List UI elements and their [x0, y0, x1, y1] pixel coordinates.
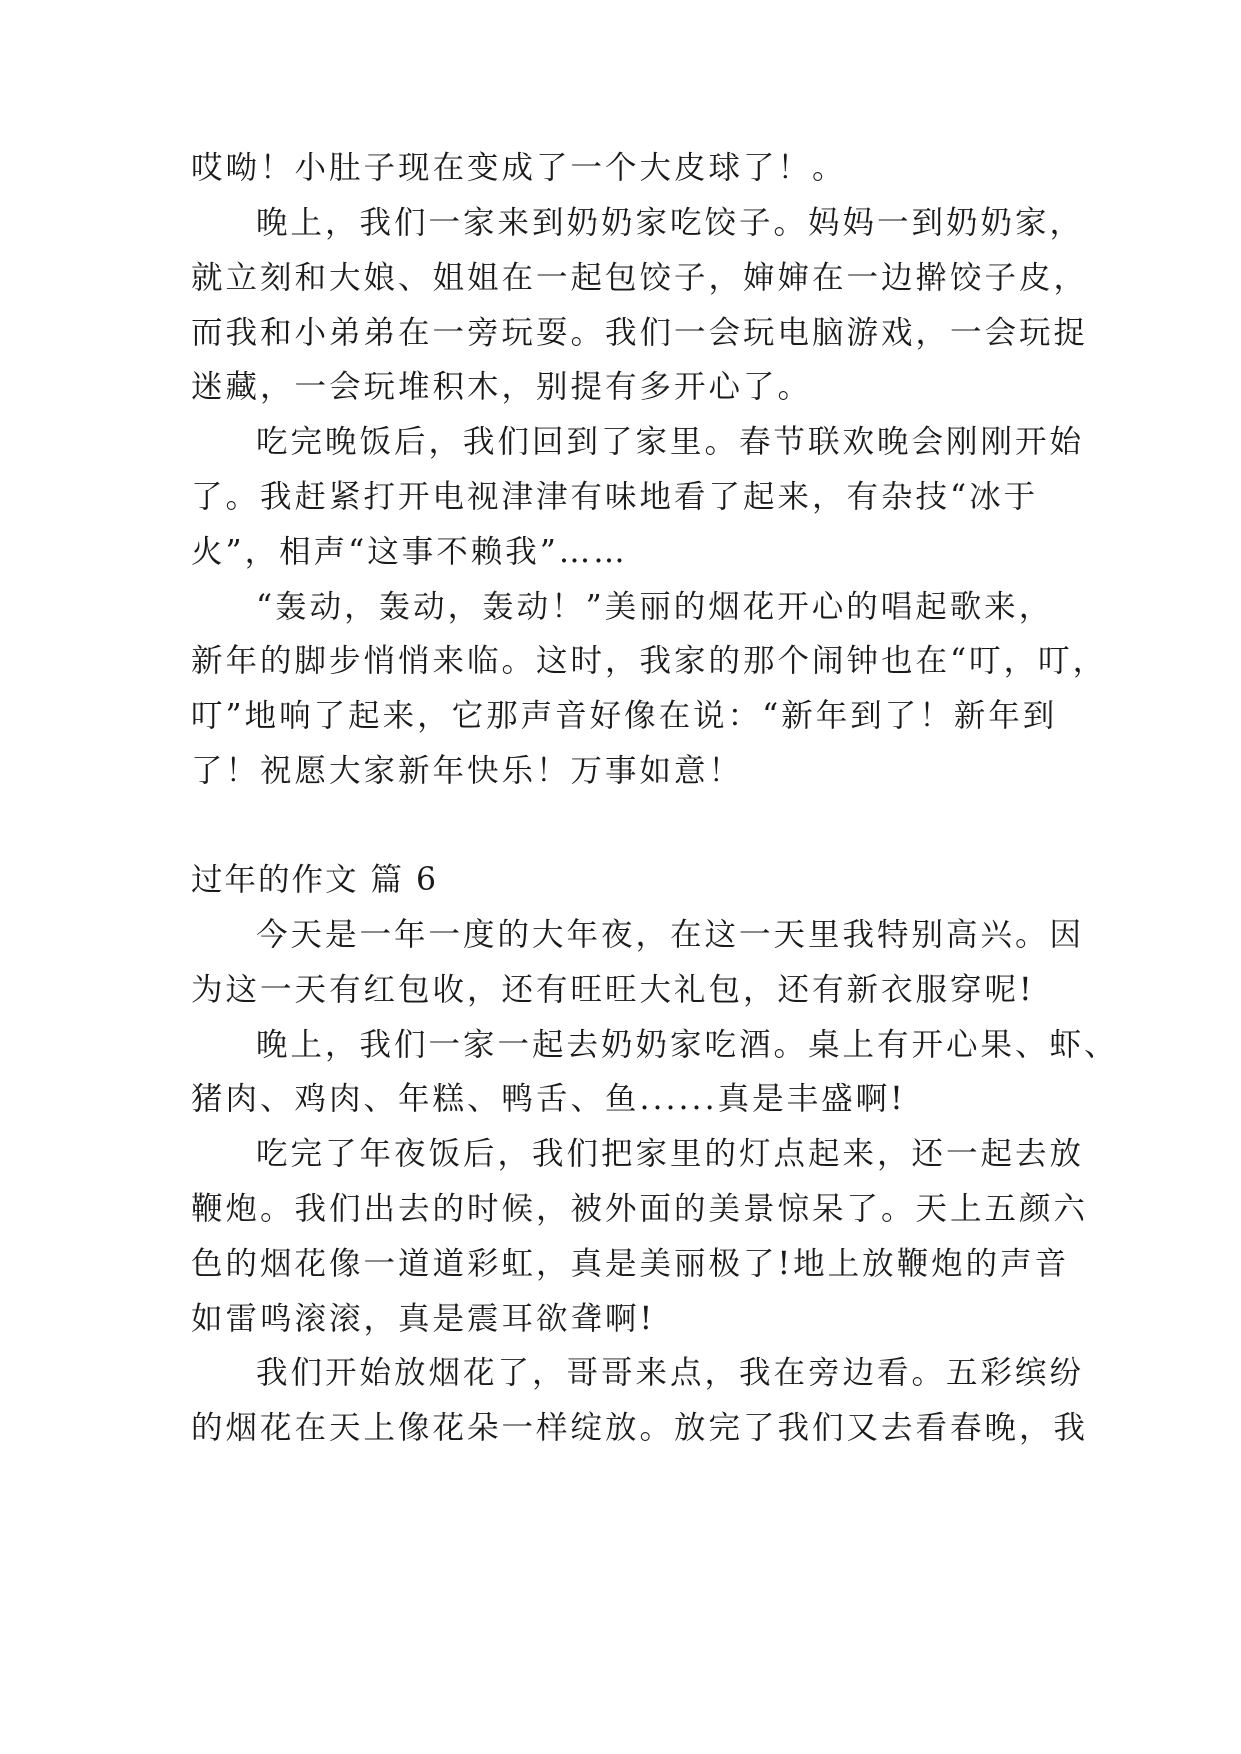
text-line: 了！祝愿大家新年快乐！万事如意！ [191, 753, 744, 789]
text-line: 色的烟花像一道道彩虹，真是美丽极了!地上放鞭炮的声音 [191, 1246, 1070, 1282]
text-line: 而我和小弟弟在一旁玩耍。我们一会玩电脑游戏，一会玩捉 [191, 315, 1089, 351]
text-line: 为这一天有红包收，还有旺旺大礼包，还有新衣服穿呢! [191, 972, 1035, 1008]
text-line: 的烟花在天上像花朵一样绽放。放完了我们又去看春晚，我 [191, 1410, 1089, 1446]
text-line: 我们开始放烟花了，哥哥来点，我在旁边看。五彩缤纷 [256, 1355, 1085, 1391]
text-line: 就立刻和大娘、姐姐在一起包饺子，婶婶在一边擀饺子皮， [191, 260, 1089, 296]
text-line: 如雷鸣滚滚，真是震耳欲聋啊! [191, 1301, 656, 1337]
text-line: 鞭炮。我们出去的时候，被外面的美景惊呆了。天上五颜六 [191, 1191, 1089, 1227]
text-line: 吃完晚饭后，我们回到了家里。春节联欢晚会刚刚开始 [256, 424, 1085, 460]
text-line: 新年的脚步悄悄来临。这时，我家的那个闹钟也在“叮，叮， [191, 643, 1108, 679]
text-line: 晚上，我们一家来到奶奶家吃饺子。妈妈一到奶奶家， [256, 205, 1085, 241]
continuation-line: 哎呦！小肚子现在变成了一个大皮球了！。 [191, 150, 847, 186]
text-line: 叮”地响了起来，它那声音好像在说：“新年到了！新年到 [191, 698, 1058, 734]
section-title: 过年的作文 篇 6 [191, 862, 439, 898]
text-line: 了。我赶紧打开电视津津有味地看了起来，有杂技“冰于 [191, 479, 1039, 515]
text-line: 吃完了年夜饭后，我们把家里的灯点起来，还一起去放 [256, 1136, 1085, 1172]
text-line: 迷藏，一会玩堆积木，别提有多开心了。 [191, 369, 813, 405]
text-line: 晚上，我们一家一起去奶奶家吃酒。桌上有开心果、虾、 [256, 1027, 1119, 1063]
text-line: 火”，相声“这事不赖我”…… [191, 534, 628, 570]
text-line: “轰动，轰动，轰动！”美丽的烟花开心的唱起歌来， [256, 589, 1054, 625]
text-line: 今天是一年一度的大年夜，在这一天里我特别高兴。因 [256, 917, 1085, 953]
text-line: 猪肉、鸡肉、年糕、鸭舌、鱼......真是丰盛啊! [191, 1081, 906, 1117]
